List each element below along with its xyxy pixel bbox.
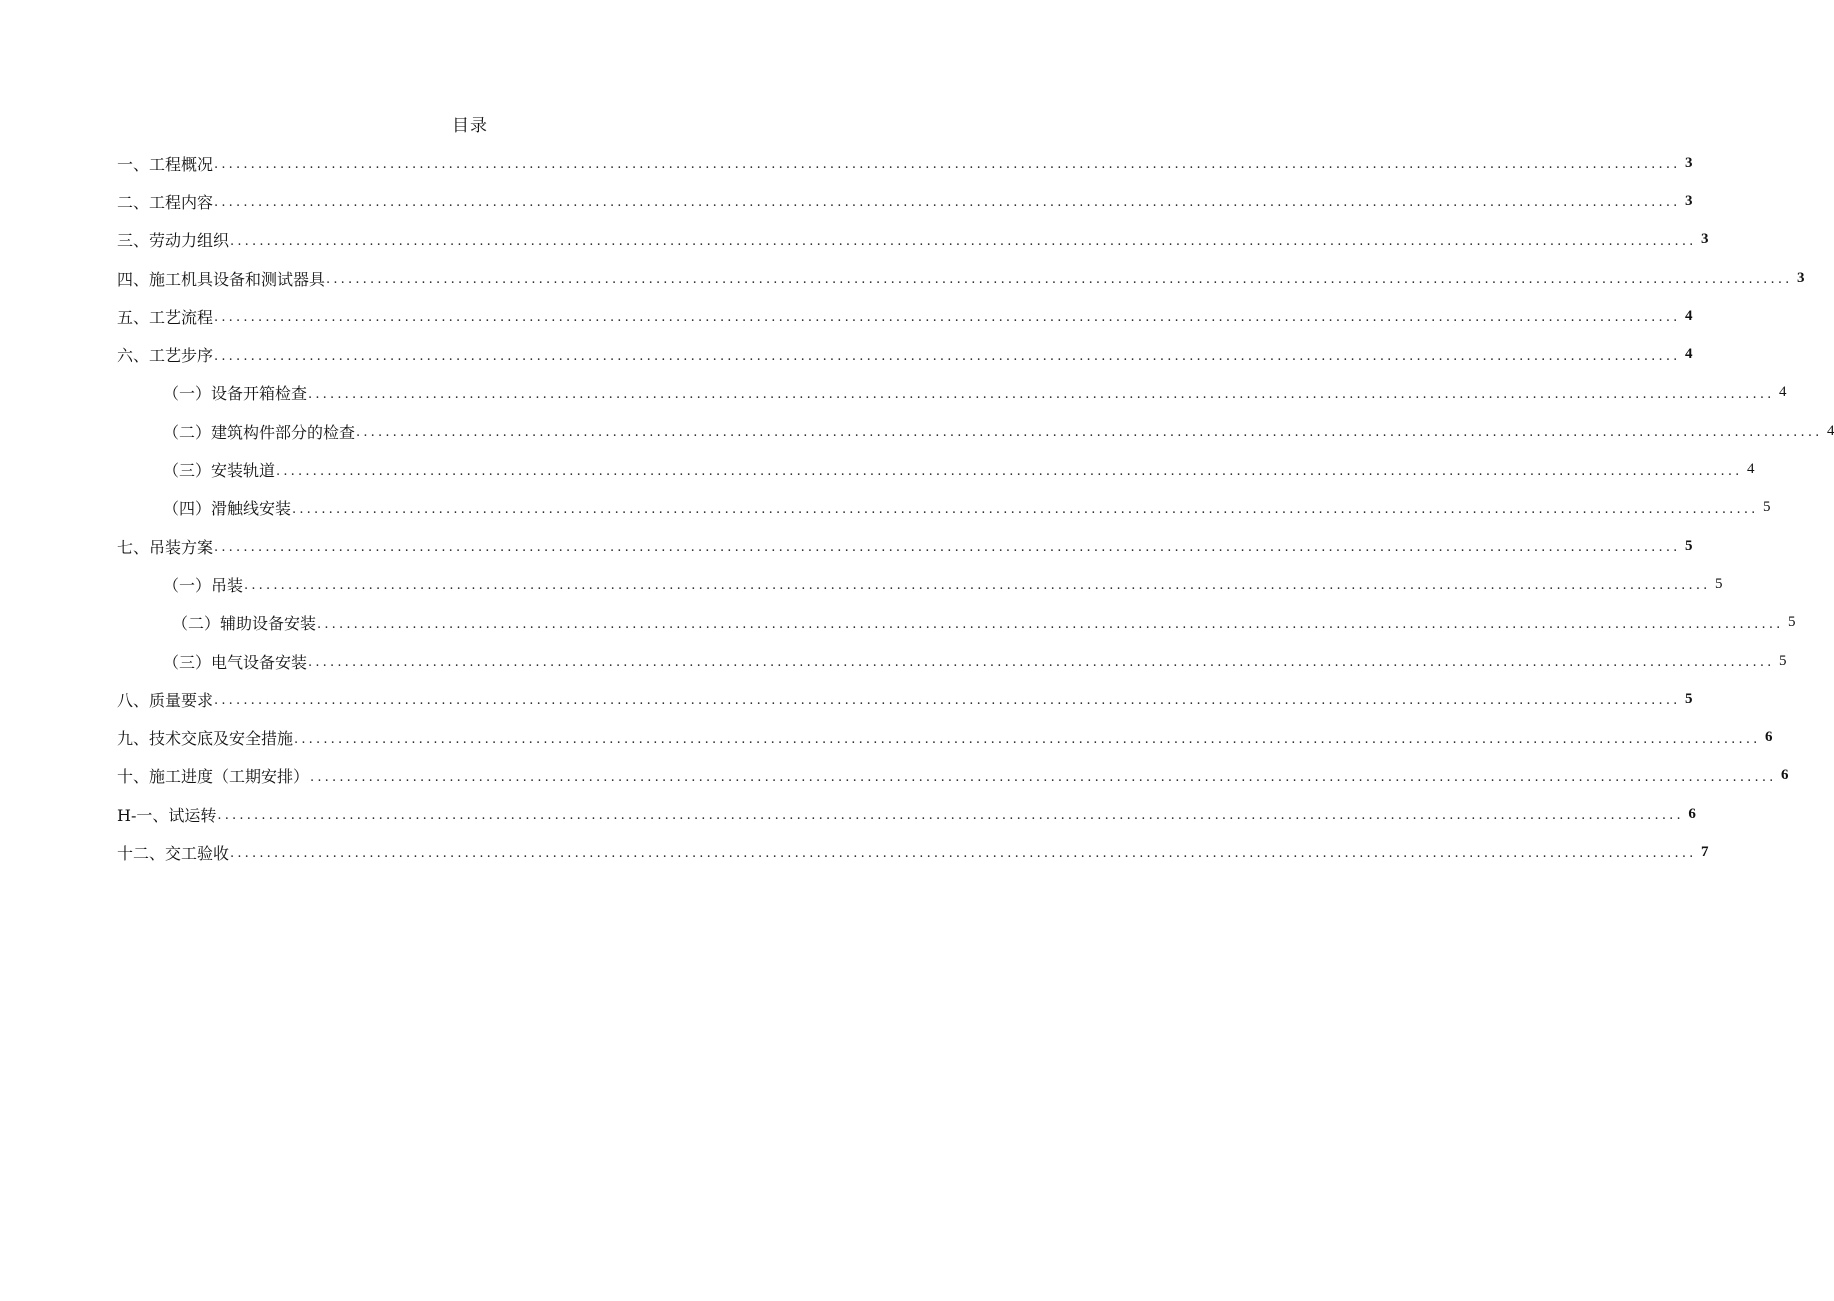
toc-entry-page: 5 xyxy=(1684,690,1693,707)
toc-entry-page: 3 xyxy=(1684,154,1693,171)
toc-entry[interactable] xyxy=(117,833,1709,871)
toc-title: 目录 xyxy=(452,116,488,136)
toc-leader-dots: ........................................................................................................................................................................................................ xyxy=(326,272,1793,288)
toc-entry-label: （二）辅助设备安装 xyxy=(172,614,317,634)
toc-leader-dots: ........................................................................................................................................................................................................ xyxy=(214,540,1681,556)
toc-subentry[interactable] xyxy=(117,374,1787,412)
toc-entry-page: 7 xyxy=(1700,843,1709,860)
toc-entry[interactable] xyxy=(117,297,1693,335)
toc-entry-page: 4 xyxy=(1746,461,1755,478)
toc-leader-dots: ........................................................................................................................................................................................................ xyxy=(317,616,1784,632)
toc-entry-page: 4 xyxy=(1778,384,1787,401)
toc-entry[interactable] xyxy=(117,757,1789,795)
toc-entry-label: （三）安装轨道 xyxy=(163,461,276,481)
toc-entry-page: 3 xyxy=(1700,231,1709,248)
toc-entry[interactable] xyxy=(117,335,1693,373)
table-of-contents xyxy=(117,144,1834,872)
toc-leader-dots: ........................................................................................................................................................................................................ xyxy=(214,195,1681,211)
toc-entry-label: （二）建筑构件部分的检查 xyxy=(163,422,356,442)
toc-entry-label: 七、吊装方案 xyxy=(117,537,214,557)
toc-leader-dots: ........................................................................................................................................................................................................ xyxy=(356,425,1823,441)
toc-entry-page: 6 xyxy=(1764,729,1773,746)
toc-entry-page: 4 xyxy=(1826,422,1834,439)
toc-leader-dots: ........................................................................................................................................................................................................ xyxy=(214,693,1681,709)
toc-entry-page: 3 xyxy=(1796,269,1805,286)
toc-subentry[interactable] xyxy=(117,604,1796,642)
toc-leader-dots: ........................................................................................................................................................................................................ xyxy=(214,310,1681,326)
toc-subentry[interactable] xyxy=(117,412,1834,450)
toc-entry[interactable] xyxy=(117,221,1709,259)
toc-leader-dots: ........................................................................................................................................................................................................ xyxy=(308,655,1775,670)
toc-entry-page: 6 xyxy=(1780,767,1789,784)
toc-entry[interactable] xyxy=(117,680,1693,718)
toc-entry-page: 4 xyxy=(1684,346,1693,363)
toc-entry-label: 八、质量要求 xyxy=(117,690,214,710)
toc-entry-label: 十二、交工验收 xyxy=(117,843,230,863)
toc-entry-label: （一）吊装 xyxy=(163,575,244,595)
toc-leader-dots: ........................................................................................................................................................................................................ xyxy=(230,233,1697,249)
toc-entry-page: 5 xyxy=(1684,537,1693,554)
toc-subentry[interactable] xyxy=(117,565,1723,603)
toc-entry[interactable] xyxy=(117,795,1696,833)
toc-entry-label: 三、劳动力组织 xyxy=(117,231,230,251)
toc-leader-dots: ........................................................................................................................................................................................................ xyxy=(214,157,1681,173)
toc-entry-page: 5 xyxy=(1762,499,1771,516)
toc-leader-dots: ........................................................................................................................................................................................................ xyxy=(276,463,1743,479)
toc-entry-label: 十、施工进度（工期安排） xyxy=(117,767,310,787)
toc-entry-label: 五、工艺流程 xyxy=(117,307,214,327)
toc-entry-label: 一、工程概况 xyxy=(117,154,214,174)
toc-entry[interactable] xyxy=(117,144,1693,182)
toc-entry-page: 3 xyxy=(1684,192,1693,209)
toc-leader-dots: ........................................................................................................................................................................................................ xyxy=(244,578,1711,594)
toc-entry-page: 6 xyxy=(1688,805,1696,822)
toc-entry-label: （四）滑触线安装 xyxy=(163,499,292,519)
toc-leader-dots: ........................................................................................................................................................................................................ xyxy=(294,731,1761,747)
toc-entry-page: 4 xyxy=(1684,307,1693,324)
toc-leader-dots: ........................................................................................................................................................................................................ xyxy=(310,769,1777,785)
toc-entry[interactable] xyxy=(117,182,1693,220)
toc-entry-page: 5 xyxy=(1714,575,1723,592)
toc-leader-dots: ........................................................................................................................................................................................................ xyxy=(217,808,1684,824)
toc-leader-dots: ........................................................................................................................................................................................................ xyxy=(230,846,1697,862)
toc-entry-label: 二、工程内容 xyxy=(117,192,214,212)
toc-subentry[interactable] xyxy=(117,489,1771,527)
toc-leader-dots: ........................................................................................................................................................................................................ xyxy=(292,501,1759,517)
toc-subentry[interactable] xyxy=(117,450,1755,488)
toc-entry[interactable] xyxy=(117,259,1805,297)
toc-entry-label: H-一、试运转 xyxy=(117,805,217,825)
toc-entry[interactable] xyxy=(117,718,1773,756)
toc-entry-label: 六、工艺步序 xyxy=(117,346,214,366)
toc-entry-label: （一）设备开箱检查 xyxy=(163,384,308,404)
toc-entry-label: 四、施工机具设备和测试器具 xyxy=(117,269,326,289)
toc-leader-dots: ........................................................................................................................................................................................................ xyxy=(214,348,1681,364)
toc-entry-label: （三）电气设备安装 xyxy=(163,652,308,672)
toc-leader-dots: ........................................................................................................................................................................................................ xyxy=(308,386,1775,402)
toc-entry-page: 5 xyxy=(1787,614,1796,631)
toc-entry[interactable] xyxy=(117,527,1693,565)
toc-entry-page: 5 xyxy=(1778,652,1787,669)
toc-subentry[interactable] xyxy=(117,642,1787,680)
toc-entry-label: 九、技术交底及安全措施 xyxy=(117,729,294,749)
